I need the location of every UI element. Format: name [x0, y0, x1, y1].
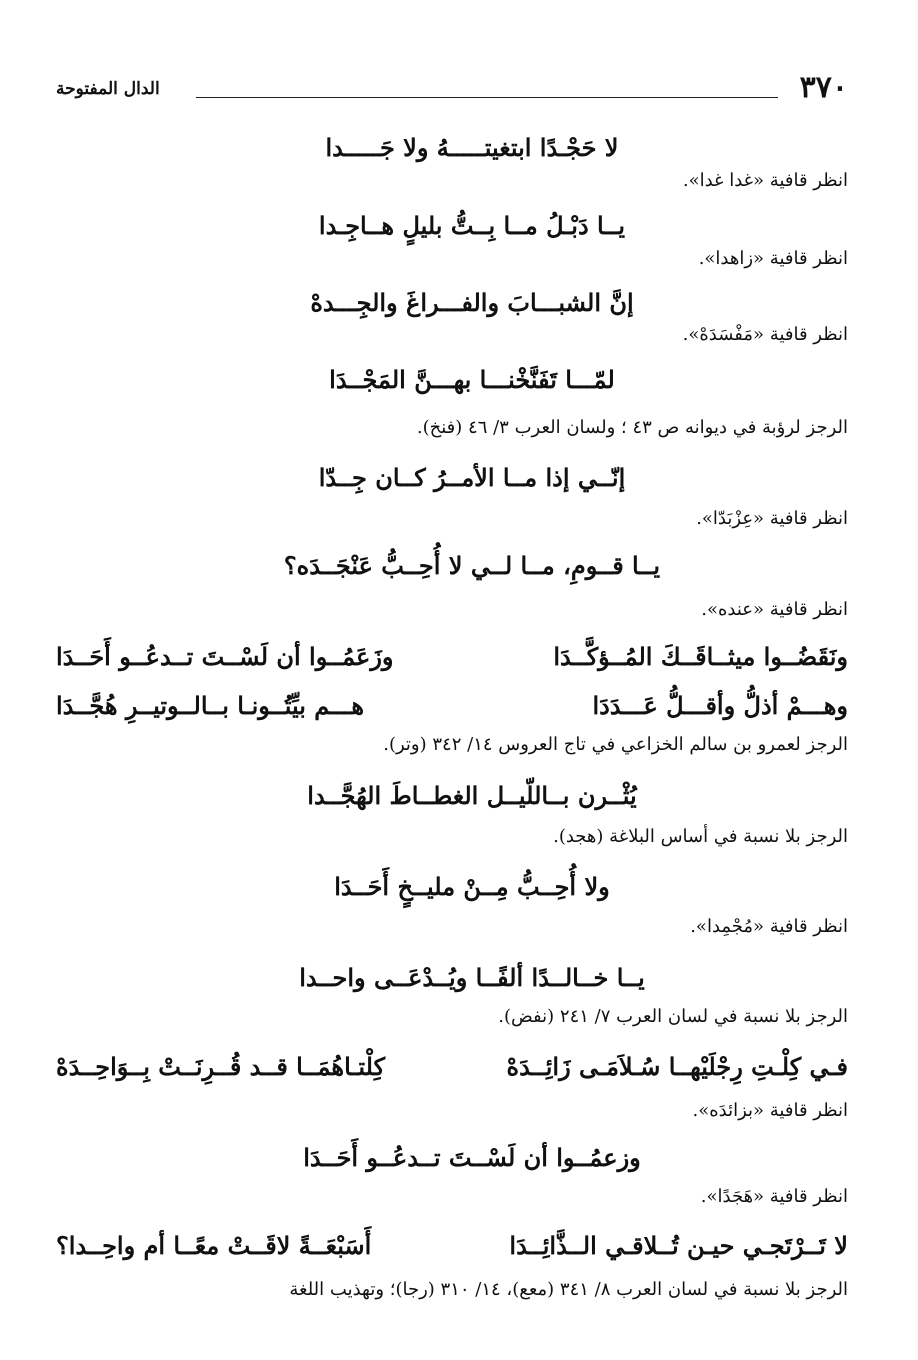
reference-note: انظر قافية «زاهدا».	[698, 248, 848, 269]
couplet-second-hemistich: أَسَبْعَــةً لاقَــتْ معًــا أم واحِــدا؟	[56, 1231, 372, 1260]
poem-verse: يــا دَبْـلُ مــا بِــتُّ بليلٍ هــاجِـدا	[318, 211, 626, 240]
reference-note: الرجز لعمرو بن سالم الخزاعي في تاج العروس ١٤/ ٣٤٢ (وتر).	[383, 734, 848, 755]
reference-note: الرجز لرؤبة في ديوانه ص ٤٣ ؛ ولسان العرب ٣/ ٤٦ (فنخ).	[416, 417, 848, 438]
page-header	[56, 68, 848, 108]
page-number: ٣٧٠	[799, 70, 848, 105]
poem-verse: يــا قــومِ، مــا لــي لا أُحِــبُّ عَنْجَــدَه؟	[283, 551, 661, 580]
poem-verse: وزعمُــوا أن لَسْــتَ تــدعُــو أَحَــدَا	[303, 1143, 641, 1172]
poem-verse: ولا أُحِــبُّ مِــنْ مليــخٍ أَحَــدَا	[334, 872, 610, 901]
reference-note: انظر قافية «بزائدَه».	[692, 1100, 848, 1121]
reference-note: الرجز بلا نسبة في لسان العرب ٨/ ٣٤١ (معع)، ١٤/ ٣١٠ (رجا)؛ وتهذيب اللغة	[289, 1279, 848, 1300]
reference-note: الرجز بلا نسبة في أساس البلاغة (هجد).	[553, 826, 848, 847]
header-rule	[196, 97, 778, 98]
poem-verse: إنّــي إذا مــا الأمــرُ كــان جِــدّا	[318, 463, 626, 492]
reference-note: انظر قافية «مُجْمِدا».	[690, 916, 848, 937]
reference-note: انظر قافية «غدا غدا».	[682, 170, 848, 191]
reference-note: انظر قافية «عنده».	[701, 599, 848, 620]
poem-verse: لا حَجْـدًا ابتغيتـــــهُ ولا جَـــــدا	[325, 133, 619, 162]
reference-note: الرجز بلا نسبة في لسان العرب ٧/ ٢٤١ (نفض).	[498, 1006, 848, 1027]
reference-note: انظر قافية «عِزْبَدّا».	[696, 508, 848, 529]
couplet-second-hemistich: وزَعَمُــوا أن لَسْــتَ تــدعُــو أَحَــدَا	[56, 642, 394, 671]
running-title: الدال المفتوحة	[56, 79, 160, 99]
poem-verse: لمّـــا تَفَنَّخْنـــا بهـــنَّ المَجْــدَا	[329, 365, 615, 394]
couplet-first-hemistich: وهـــمْ أذلُّ وأقـــلُّ عَـــدَدَا	[592, 691, 848, 720]
reference-note: انظر قافية «هَجَدًا».	[700, 1186, 848, 1207]
couplet-first-hemistich: فـي كِلْـتِ رِجْلَيْهــا سُـلاَمَـى زَائِــدَهْ	[506, 1052, 848, 1081]
couplet-second-hemistich: هـــم بيِّتُــونـا بــالــوتيــرِ هُجَّــدَا	[56, 691, 364, 720]
couplet-first-hemistich: لا تَــرْتَجـي حيـن تُــلاقـي الــذَّائِــدَا	[509, 1231, 848, 1260]
poem-verse: يُثْــرن بــاللّيــل الغطــاطَ الهُجَّــدا	[307, 781, 637, 810]
reference-note: انظر قافية «مَفْسَدَهْ».	[682, 324, 848, 345]
couplet-second-hemistich: كِلْتـاهُمَــا قــد قُــرِنَــتْ بِــوَاحِــدَهْ	[56, 1052, 386, 1081]
couplet-first-hemistich: ونَقَضُــوا ميثــاقَــكَ المُــؤكَّــدَا	[553, 642, 848, 671]
poem-verse: إنَّ الشبـــابَ والفـــراغَ والجِـــدهْ	[310, 288, 634, 317]
poem-verse: يــا خــالــدًا ألفًــا ويُــدْعَــى واحــدا	[299, 963, 645, 992]
